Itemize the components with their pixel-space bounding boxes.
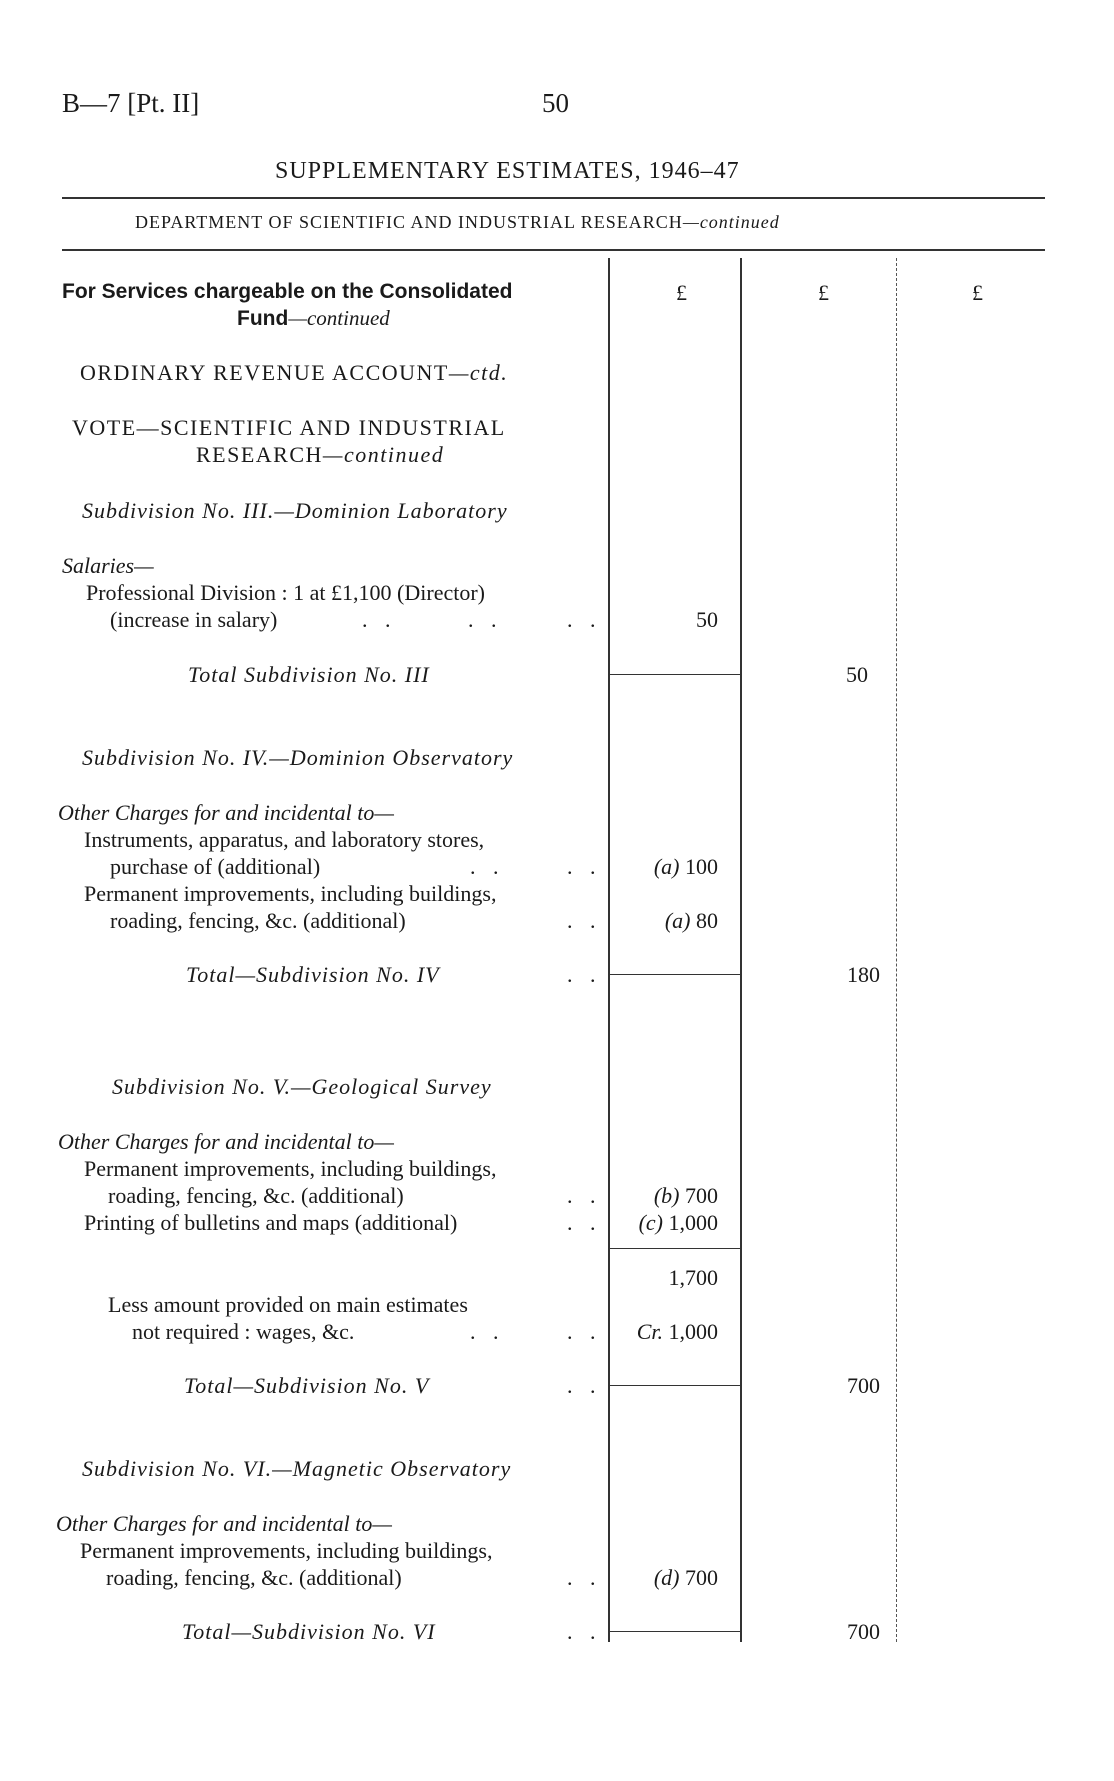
- sub5-item2-line1: Printing of bulletins and maps (additional): [84, 1210, 458, 1235]
- vote-research: RESEARCH: [196, 442, 323, 467]
- services-heading-line2: [237, 306, 390, 331]
- sub4-item2-note: (a): [664, 908, 691, 933]
- sub6-category: Other Charges for and incidental to—: [56, 1511, 392, 1536]
- currency-col-1: £: [676, 280, 687, 305]
- sub6-total-rule: [608, 1631, 740, 1632]
- department-suffix: —continued: [682, 212, 780, 232]
- sub5-leader-dots-1: . .: [567, 1183, 602, 1208]
- sub5-item2-amount: [614, 1210, 718, 1236]
- sub3-leader-dots-1: . .: [362, 607, 397, 632]
- sub4-item2-line2: roading, fencing, &c. (additional): [110, 908, 406, 933]
- sub6-leader-dots-2: . .: [567, 1619, 602, 1644]
- sub4-item1-amount: [620, 854, 718, 880]
- sub5-item1-note: (b): [653, 1183, 680, 1208]
- vote-heading-line1: VOTE—SCIENTIFIC AND INDUSTRIAL: [72, 415, 506, 440]
- sub4-heading: Subdivision No. IV.—Dominion Observatory: [82, 745, 514, 770]
- sub3-category: Salaries—: [62, 553, 154, 578]
- sub4-item1-line1: Instruments, apparatus, and laboratory stores,: [84, 827, 485, 852]
- sub4-item2-amount: [620, 908, 718, 934]
- sub4-total: 180: [847, 962, 880, 987]
- sub5-category: Other Charges for and incidental to—: [58, 1129, 394, 1154]
- sub5-less-amount: [612, 1319, 718, 1345]
- sub4-category: Other Charges for and incidental to—: [58, 800, 394, 825]
- sub5-leader-dots-2: . .: [567, 1210, 602, 1235]
- account-suffix: —ctd.: [448, 360, 509, 385]
- sub6-leader-dots-1: . .: [567, 1565, 602, 1590]
- sub5-total-rule: [608, 1385, 740, 1386]
- services-suffix: —continued: [288, 306, 390, 330]
- sub6-total-label: Total—Subdivision No. VI: [182, 1619, 436, 1644]
- column-rule-1: [608, 258, 610, 1642]
- sub5-item1-amount: [620, 1183, 718, 1209]
- sub4-item1-value: 100: [685, 854, 718, 879]
- sub3-item-amount: 50: [696, 607, 718, 632]
- sub3-total-rule: [608, 674, 740, 675]
- sub5-leader-dots-4: . .: [567, 1319, 602, 1344]
- sub5-item1-line1: Permanent improvements, including buildings,: [84, 1156, 497, 1181]
- sub6-item1-line1: Permanent improvements, including buildings,: [80, 1538, 493, 1563]
- sub3-item-line2: (increase in salary): [110, 607, 278, 632]
- sub4-leader-dots-4: . .: [567, 962, 602, 987]
- sub4-leader-dots-3: . .: [567, 908, 602, 933]
- sub6-item1-amount: [620, 1565, 718, 1591]
- sub4-item1-note: (a): [653, 854, 680, 879]
- currency-col-2: £: [818, 280, 829, 305]
- sub5-less-value: 1,000: [668, 1319, 718, 1344]
- sub6-item1-line2: roading, fencing, &c. (additional): [106, 1565, 402, 1590]
- services-fund: Fund: [237, 307, 289, 330]
- sub3-heading: Subdivision No. III.—Dominion Laboratory: [82, 498, 508, 523]
- document-title: SUPPLEMENTARY ESTIMATES, 1946–47: [275, 158, 740, 184]
- sub6-total: 700: [847, 1619, 880, 1644]
- department-rule: [62, 249, 1045, 251]
- sub4-item2-line1: Permanent improvements, including buildings,: [84, 881, 497, 906]
- sub5-item2-note: (c): [638, 1210, 663, 1235]
- sub6-item1-note: (d): [653, 1565, 680, 1590]
- sub5-item1-value: 700: [685, 1183, 718, 1208]
- sub5-leader-dots-5: . .: [567, 1373, 602, 1398]
- sub4-leader-dots-1: . .: [470, 854, 505, 879]
- sub5-less-line1: Less amount provided on main estimates: [108, 1292, 468, 1317]
- sub5-subtotal: 1,700: [668, 1265, 718, 1290]
- sub5-item1-line2: roading, fencing, &c. (additional): [108, 1183, 404, 1208]
- department-heading: [135, 212, 780, 233]
- department-name: DEPARTMENT OF SCIENTIFIC AND INDUSTRIAL RESEARCH: [135, 212, 683, 232]
- sub4-total-rule: [608, 974, 740, 975]
- vote-suffix: —continued: [322, 442, 445, 467]
- column-rule-3: [896, 258, 897, 1642]
- sub5-heading: Subdivision No. V.—Geological Survey: [112, 1074, 492, 1099]
- sub6-heading: Subdivision No. VI.—Magnetic Observatory: [82, 1456, 512, 1481]
- sub3-item-line1: Professional Division : 1 at £1,100 (Director): [86, 580, 485, 605]
- sub4-item1-line2: purchase of (additional): [110, 854, 321, 879]
- services-heading-line1: For Services chargeable on the Consolidated: [62, 280, 513, 303]
- page-reference: B—7 [Pt. II]: [62, 88, 200, 118]
- sub3-leader-dots-3: . .: [567, 607, 602, 632]
- sub5-less-prefix: Cr.: [636, 1319, 663, 1344]
- sub4-total-label: Total—Subdivision No. IV: [186, 962, 440, 987]
- currency-col-3: £: [972, 280, 983, 305]
- account-heading: [80, 360, 508, 386]
- sub3-total-label: Total Subdivision No. III: [188, 662, 430, 687]
- sub4-item2-value: 80: [696, 908, 718, 933]
- title-rule: [62, 197, 1045, 199]
- sub5-subtotal-rule: [608, 1248, 740, 1249]
- sub3-total: 50: [846, 662, 868, 687]
- vote-heading-line2: [196, 442, 444, 468]
- sub5-less-line2: not required : wages, &c.: [132, 1319, 355, 1344]
- sub5-leader-dots-3: . .: [470, 1319, 505, 1344]
- sub5-total-label: Total—Subdivision No. V: [184, 1373, 430, 1398]
- page-number: 50: [542, 88, 569, 118]
- account-name: ORDINARY REVENUE ACCOUNT: [80, 360, 449, 385]
- sub5-item2-value: 1,000: [668, 1210, 718, 1235]
- sub4-leader-dots-2: . .: [567, 854, 602, 879]
- sub5-total: 700: [847, 1373, 880, 1398]
- sub6-item1-value: 700: [685, 1565, 718, 1590]
- sub3-leader-dots-2: . .: [468, 607, 503, 632]
- column-rule-2: [740, 258, 742, 1642]
